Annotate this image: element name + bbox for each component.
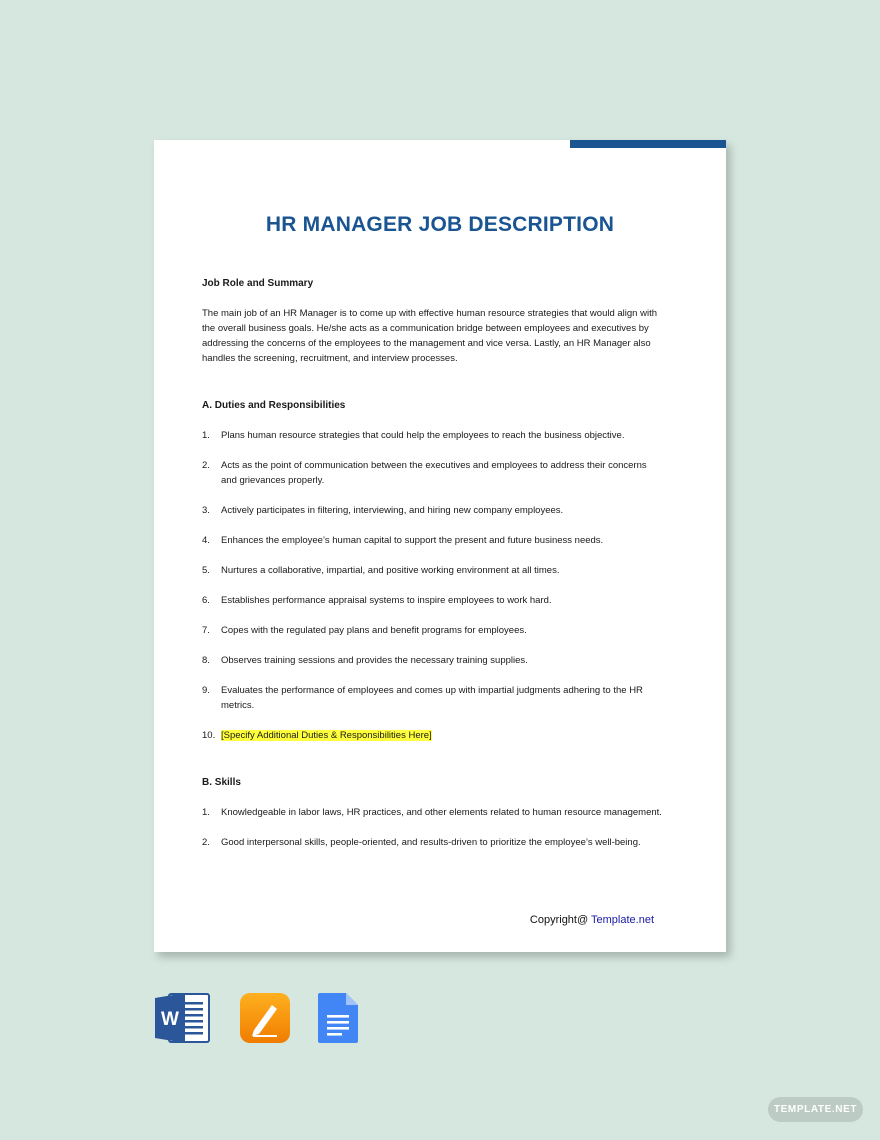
copyright-link[interactable]: Template.net — [591, 914, 654, 926]
list-item — [202, 533, 662, 548]
list-item — [202, 623, 662, 638]
item-text: Plans human resource strategies that could help the employees to reach the business objective. — [221, 430, 625, 441]
list-item — [202, 503, 662, 518]
document-content — [202, 276, 662, 850]
item-number: 8. — [202, 655, 210, 666]
item-text: Nurtures a collaborative, impartial, and positive working environment at all times. — [221, 565, 560, 576]
app-icons — [155, 992, 365, 1046]
pages-icon[interactable] — [239, 992, 291, 1044]
list-item — [202, 728, 662, 743]
item-number: 5. — [202, 565, 210, 576]
item-number: 3. — [202, 505, 210, 516]
item-text: Good interpersonal skills, people-oriented, and results-driven to prioritize the employee’s well-being. — [221, 837, 641, 848]
summary-heading: Job Role and Summary — [202, 278, 314, 289]
document-title: HR MANAGER JOB DESCRIPTION — [265, 213, 615, 236]
item-number: 4. — [202, 535, 210, 546]
word-icon[interactable] — [155, 992, 211, 1044]
list-item — [202, 563, 662, 578]
placeholder-highlight: [Specify Additional Duties & Responsibilities Here] — [221, 730, 432, 741]
item-text: Copes with the regulated pay plans and benefit programs for employees. — [221, 625, 527, 636]
item-number: 7. — [202, 625, 210, 636]
item-text: Observes training sessions and provides the necessary training supplies. — [221, 655, 528, 666]
duties-list — [202, 428, 662, 743]
list-item — [202, 428, 662, 443]
item-number: 9. — [202, 685, 210, 696]
item-number: 1. — [202, 807, 210, 818]
list-item — [202, 593, 662, 608]
item-text: Establishes performance appraisal systems to inspire employees to work hard. — [221, 595, 552, 606]
skills-list — [202, 805, 662, 850]
item-number: 1. — [202, 430, 210, 441]
item-number: 2. — [202, 837, 210, 848]
skills-heading: B. Skills — [202, 777, 241, 788]
item-text: Enhances the employee’s human capital to support the present and future business needs. — [221, 535, 604, 546]
list-item — [202, 835, 662, 850]
google-docs-icon[interactable] — [317, 992, 361, 1044]
duties-heading: A. Duties and Responsibilities — [202, 400, 346, 411]
accent-bar — [570, 140, 726, 148]
item-number: 10. — [202, 730, 216, 741]
list-item — [202, 458, 662, 488]
list-item — [202, 653, 662, 668]
copyright — [530, 914, 654, 926]
item-number: 6. — [202, 595, 210, 606]
copyright-prefix: Copyright@ — [529, 914, 592, 926]
list-item — [202, 805, 662, 820]
item-number: 2. — [202, 460, 210, 471]
summary-text: The main job of an HR Manager is to come up with effective human resource strategies that would align with the overall business goals. He/she acts as a communication bridge between employees and executives by addressing the concerns of the employees to the management and vice versa. Lastly, an HR Manager also handles the screening, recruitment, and interview processes. — [202, 308, 658, 364]
item-text: Knowledgeable in labor laws, HR practices, and other elements related to human resource management. — [221, 807, 662, 818]
item-text: Evaluates the performance of employees and comes up with impartial judgments adhering to the HR metrics. — [221, 685, 643, 711]
item-text: Acts as the point of communication between the executives and employees to address their concerns and grievances properly. — [221, 460, 647, 486]
brand-badge[interactable]: TEMPLATE.NET — [768, 1097, 863, 1122]
document-page — [154, 140, 726, 952]
item-text: Actively participates in filtering, interviewing, and hiring new company employees. — [221, 505, 564, 516]
word-letter: W — [161, 1009, 179, 1030]
list-item — [202, 683, 662, 713]
